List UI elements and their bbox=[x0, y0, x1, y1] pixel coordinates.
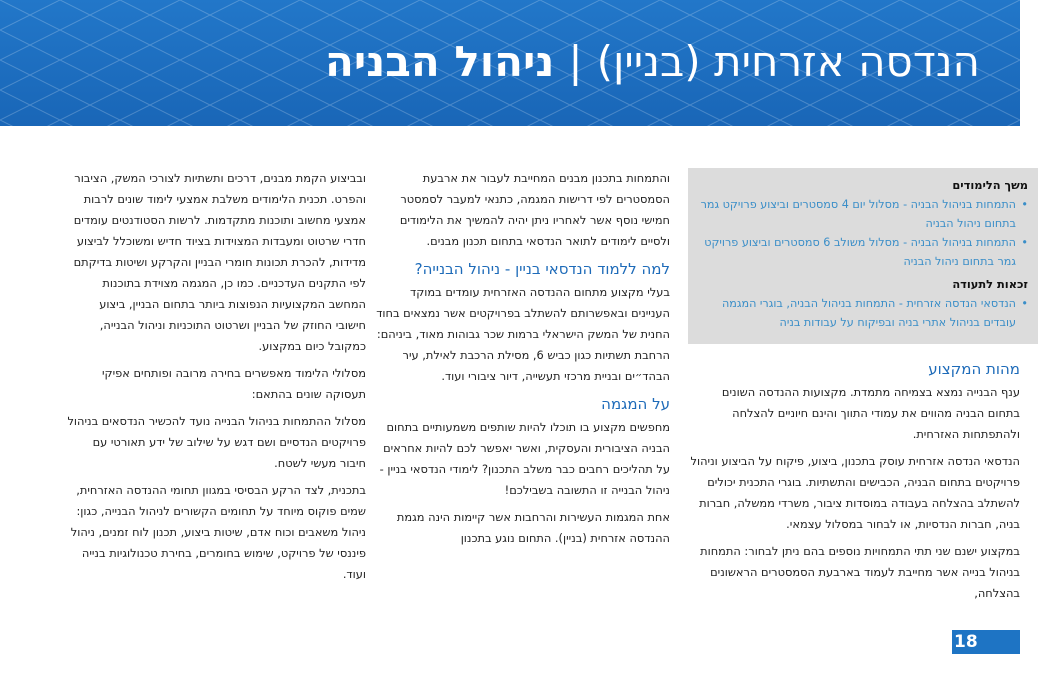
section-heading-profession: מהות המקצוע bbox=[928, 360, 1020, 378]
title-subject: ניהול הבניה bbox=[324, 37, 555, 86]
list-item: • הנדסאי הנדסה אזרחית - התמחות בניהול הבניה, בוגרי המגמה עובדים בניהול אתרי בניה ובפיקוח על עבודות בניה bbox=[700, 294, 1028, 332]
column-middle bbox=[370, 168, 670, 555]
column-right bbox=[688, 168, 1028, 610]
paragraph: והתמחות בתכנון מבנים המחייבת לעבור את ארבעת הסמסטרים לפי דרישות המגמה, כתנאי למעבר לסמסטר חמישי נוסף אשר לאחריו ניתן יהיה להמשיך את הלימודים ולסיים לימודים לתואר הנדסאי בתחום תכנון מבנים. bbox=[399, 171, 670, 248]
page-title bbox=[325, 34, 980, 90]
paragraph: ובביצוע הקמת מבנים, דרכים ותשתיות לצורכי המשק, הציבור והפרט. תכנית הלימודים משלבת אמצעי לימוד שונים לרבות אמצעי מחשוב ותוכנות מתקדמות. לרשות הסטודנטים עומדים חדרי שרטוט ומעבדות המצוידות בציוד חדיש ומשוכלל לביצוע מדידות, להכרת תכונות חומרי הבניין והקרקע ושיטות בדיקתם לפי התקנים העדכניים. כמו כן, המגמה מצוידת בתוכנות המחשב המקצועיות הנפוצות ביותר בתחום הבניין, ביצוע חישובי החוזק של הבניין ושרטוט התוכניות וניהול הבנייה, כמקובל כיום במקצוע. bbox=[73, 171, 366, 353]
paragraph: ענף הבנייה נמצא בצמיחה מתמדת. מקצועות ההנדסה השונים בתחום הבניה מהווים את עמודי התווך והינם חיוניים להצלחה ולהתפתחות האזרחית. bbox=[721, 385, 1020, 441]
paragraph: מסלול ההתמחות בניהול הבנייה נועד להכשיר הנדסאים בניהול פרויקטים הנדסיים ושם דגש על שילוב של ידע תאורטי עם חיבור מעשי לשטח. bbox=[67, 414, 366, 470]
paragraph: מסלולי הלימוד מאפשרים בחירה מרובה ופותחים אפיקי תעסוקה שונים בהתאם: bbox=[101, 366, 366, 401]
paragraph: אחת המגמות העשירות והרחבות אשר קיימות הינה מגמת ההנדסה אזרחית (בניין). התחום נוגע בתכנון bbox=[396, 510, 670, 545]
list-item: • התמחות בניהול הבניה - מסלול משולב 6 סמסטרים וביצוע פרויקט גמר בתחום ניהול הבניה bbox=[700, 233, 1028, 271]
paragraph: מחפשים מקצוע בו תוכלו להיות שותפים משמעותיים בתחום הבניה הציבורית והעסקית, ואשר יאפשר לכם להיות אחראים על תהליכים רחבים כבר משלב התכנון? לימודי הנדסאי בניין - ניהול הבנייה זו התשובה בשבילכם! bbox=[379, 420, 670, 497]
section-heading-about-track: על המגמה bbox=[601, 395, 670, 413]
list-item: • התמחות בניהול הבניה - מסלול יום 4 סמסטרים וביצוע פרויקט גמר בתחום ניהול הבניה bbox=[700, 195, 1028, 233]
info-box bbox=[688, 168, 1038, 344]
column-left bbox=[66, 168, 366, 591]
certificate-list bbox=[700, 294, 1028, 332]
certificate-heading: זכאות לתעודה bbox=[952, 277, 1028, 291]
section-heading-why-study: למה ללמוד הנדסאי בניין - ניהול הבנייה? bbox=[414, 260, 670, 278]
paragraph: הנדסאי הנדסה אזרחית עוסק בתכנון, ביצוע, פיקוח על הביצוע וניהול פרויקטים בתחום הבניה, הכבישים והתשתיות. בוגרי התכנית יכולים להשתלב בהצלחה בעבודה במוסדות ציבור, משרדי ממשלה, חברות בניה, חברות הנדסיות, או לבחור במסלול עצמאי. bbox=[690, 454, 1020, 531]
duration-heading: משך הלימודים bbox=[952, 178, 1028, 192]
header-banner bbox=[0, 0, 1020, 126]
page-number: 18 bbox=[952, 630, 1020, 654]
title-separator: | bbox=[568, 37, 583, 86]
duration-list bbox=[700, 195, 1028, 271]
paragraph: בעלי מקצוע מתחום ההנדסה האזרחית עומדים במוקד העניינים ובאפשרותם להשתלב בפרויקטים אשר נמצאים בחוד החנית של המשק הישראלי ברמות שכר גבוהות מאוד, ביניהם: הרחבת תשתיות כגון כביש 6, מסילת הרכבת לאילת, עיר הבהד״ים ובניית מרכזי תעשייה, דיור ציבורי ועוד. bbox=[376, 285, 670, 383]
paragraph: בתכנית, לצד הרקע הבסיסי במגוון תחומי ההנדסה האזרחית, שמים פוקוס מיוחד על תחומים הקשורים לניהול הבנייה, כגון: ניהול משאבים וכוח אדם, שיטות ביצוע, תכנון לוח זמנים, ניהול פיננסי של פרויקט, שימוש בחומרים, בחירת טכנולוגיות בנייה ועוד. bbox=[70, 483, 366, 581]
title-main: הנדסה אזרחית (בניין) bbox=[596, 37, 980, 86]
paragraph: במקצוע ישנם שני תתי התמחויות נוספים בהם ניתן לבחור: התמחות בניהול בנייה אשר מחייבת לעמוד בארבעת הסמסטרים הראשונים בהצלחה, bbox=[700, 544, 1020, 600]
